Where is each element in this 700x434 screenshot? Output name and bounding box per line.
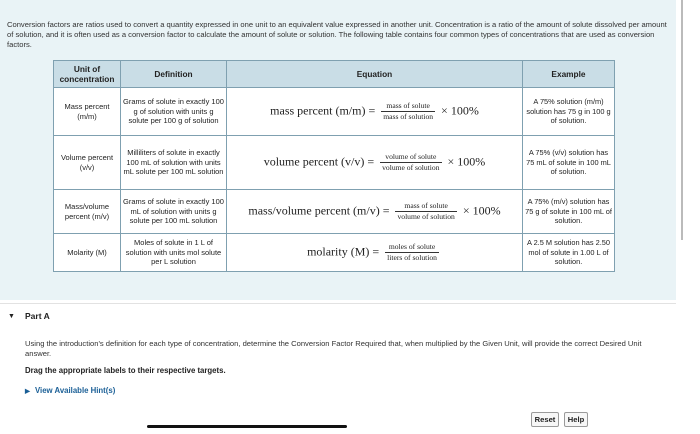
equation-left: volume percent (v/v) =	[263, 154, 375, 169]
equation-fraction	[395, 201, 456, 222]
view-hints-link[interactable]	[25, 386, 115, 395]
equation-right: × 100%	[447, 154, 486, 169]
table-row	[54, 190, 615, 234]
concentration-table	[53, 60, 615, 272]
unit-cell: Volume percent (v/v)	[54, 136, 121, 190]
equation-right: × 100%	[462, 203, 501, 218]
equation-cell	[227, 136, 523, 190]
definition-cell: Grams of solute in exactly 100 g of solution with units g solute per 100 g of solution	[121, 88, 227, 136]
example-cell: A 75% solution (m/m) solution has 75 g in 100 g of solution.	[523, 88, 615, 136]
equation-cell	[227, 88, 523, 136]
fraction-numerator: moles of solute	[385, 242, 439, 253]
equation-fraction	[381, 101, 435, 122]
help-button[interactable]: Help	[564, 412, 588, 427]
part-a-title[interactable]: Part A	[25, 311, 50, 321]
unit-cell: Mass percent (m/m)	[54, 88, 121, 136]
equation-right: × 100%	[441, 103, 479, 118]
equation-cell	[227, 234, 523, 272]
unit-cell: Mass/volume percent (m/v)	[54, 190, 121, 234]
table-row	[54, 136, 615, 190]
fraction-denominator: liters of solution	[387, 253, 437, 262]
header-unit: Unit of concentration	[54, 61, 121, 88]
fraction-numerator: volume of solute	[380, 152, 441, 163]
definition-cell: Milliliters of solute in exactly 100 mL of solution with units mL solute per 100 mL solution	[121, 136, 227, 190]
equation-cell	[227, 190, 523, 234]
equation-left: mass/volume percent (m/v) =	[248, 203, 390, 218]
horizontal-scrollbar[interactable]	[147, 425, 347, 428]
page-scrollbar[interactable]	[681, 0, 683, 240]
part-a-instructions: Using the introduction's definition for each type of concentration, determine the Conversion Factor Required that, when multiplied by the Given Unit, will provide the correct Desired Unit answer.	[25, 339, 642, 358]
intro-text: Conversion factors are ratios used to convert a quantity expressed in one unit to an equivalent value expressed in another unit. Concentration is a ratio of the amount of solute dissolved per amount of solution, and it is often used as a conversion factor to calculate the amount of solute or solution. The following table contains four common types of concentrations that are used as conversion factors.	[7, 20, 667, 49]
drag-instruction: Drag the appropriate labels to their respective targets.	[25, 366, 226, 375]
equation-left: mass percent (m/m) =	[270, 103, 376, 118]
fraction-denominator: volume of solution	[397, 212, 455, 221]
equation-left: molarity (M) =	[307, 244, 380, 259]
header-example: Example	[523, 61, 615, 88]
table-row	[54, 88, 615, 136]
equation-fraction	[385, 242, 439, 263]
reset-button[interactable]: Reset	[531, 412, 559, 427]
fraction-denominator: mass of solution	[383, 112, 434, 121]
table-header-row	[54, 61, 615, 88]
fraction-numerator: mass of solute	[395, 201, 456, 212]
example-cell: A 75% (v/v) solution has 75 mL of solute in 100 mL of solution.	[523, 136, 615, 190]
fraction-denominator: volume of solution	[382, 163, 440, 172]
table-row	[54, 234, 615, 272]
definition-cell: Grams of solute in exactly 100 mL of solution with units g solute per 100 mL solution	[121, 190, 227, 234]
example-cell: A 2.5 M solution has 2.50 mol of solute in 1.00 L of solution.	[523, 234, 615, 272]
chevron-down-icon[interactable]: ▼	[8, 313, 15, 320]
unit-cell: Molarity (M)	[54, 234, 121, 272]
hint-label: View Available Hint(s)	[35, 386, 116, 395]
fraction-numerator: mass of solute	[381, 101, 435, 112]
triangle-right-icon: ▶	[25, 388, 30, 395]
header-definition: Definition	[121, 61, 227, 88]
header-equation: Equation	[227, 61, 523, 88]
example-cell: A 75% (m/v) solution has 75 g of solute in 100 mL of solution.	[523, 190, 615, 234]
equation-fraction	[380, 152, 441, 173]
definition-cell: Moles of solute in 1 L of solution with units mol solute per L solution	[121, 234, 227, 272]
